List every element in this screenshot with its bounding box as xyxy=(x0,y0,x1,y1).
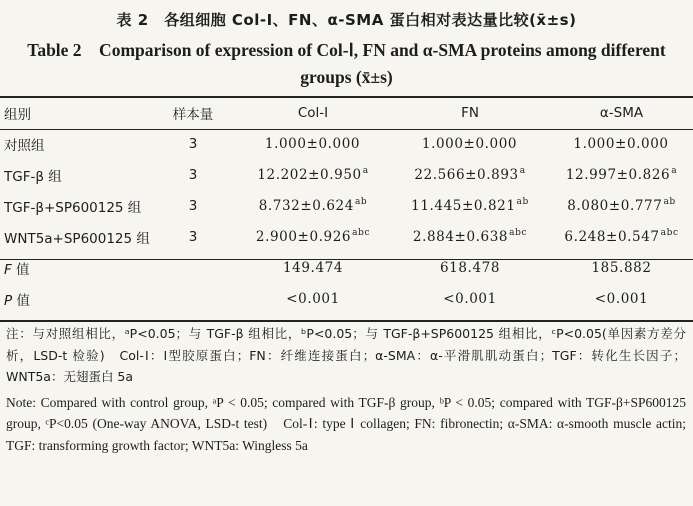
stat-label: P 值 xyxy=(4,292,30,309)
fn-stat: 618.478 xyxy=(439,259,501,276)
stat-row-f xyxy=(0,252,693,283)
table-row xyxy=(0,190,693,221)
stats-rule xyxy=(0,259,693,260)
fn-value: 2.884±0.638$^{abc}$ xyxy=(412,227,528,245)
header-rule xyxy=(0,129,693,130)
fn-value: 22.566±0.893$^a$ xyxy=(414,165,526,183)
group-name: WNT5a+SP600125 组 xyxy=(4,230,150,247)
header-group: 组别 xyxy=(4,106,31,123)
sma-value: 1.000±0.000 xyxy=(573,135,669,152)
col1-value: 12.202±0.950$^a$ xyxy=(257,165,369,183)
col1-value: 2.900±0.926$^{abc}$ xyxy=(255,227,371,245)
group-name: TGF-β 组 xyxy=(4,168,62,185)
stat-row-p xyxy=(0,283,693,314)
note-english: Note: Compared with control group, ᵃP < 0.05; compared with TGF-β group, ᵇP < 0.05; compared with TGF-β+SP600125 group, ᶜP<0.05 (One-way ANOVA, LSD-t test) Col-Ⅰ: type Ⅰ collagen; FN: fibronectin; α-SMA: α-smooth muscle actin; TGF: transforming growth factor; WNT5a: Wingless 5a xyxy=(6,394,686,453)
note-chinese: 注：与对照组相比，ᵃP<0.05；与 TGF-β 组相比，ᵇP<0.05；与 TGF-β+SP600125 组相比，ᶜP<0.05(单因素方差分析，LSD-t 检验) Col-Ⅰ：Ⅰ型胶原蛋白；FN：纤维连接蛋白；α-SMA：α-平滑肌肌动蛋白；TGF：转化生长因子；WNT5a：无翅蛋白 5a xyxy=(6,326,686,384)
sma-stat: 185.882 xyxy=(591,259,652,276)
bottom-rule xyxy=(0,320,693,322)
header-col1: Col-Ⅰ xyxy=(297,104,329,121)
fn-stat: <0.001 xyxy=(443,290,497,307)
col1-stat: 149.474 xyxy=(282,259,344,276)
sma-value: 6.248±0.547$^{abc}$ xyxy=(564,227,679,245)
group-name: TGF-β+SP600125 组 xyxy=(4,199,142,216)
table-row xyxy=(0,221,693,252)
header-fn: FN xyxy=(461,104,479,121)
table-title-english: Table 2 Comparison of expression of Col-Ⅰ, FN and α-SMA proteins among different groups (x̄±s) xyxy=(27,40,666,87)
col1-stat: <0.001 xyxy=(286,290,340,307)
stat-label: F 值 xyxy=(4,261,30,278)
header-row xyxy=(0,97,693,128)
table-row xyxy=(0,159,693,190)
table-row xyxy=(0,128,693,159)
sma-value: 8.080±0.777$^{ab}$ xyxy=(567,196,676,214)
header-sample-size: 样本量 xyxy=(172,106,214,123)
header-sma: α-SMA xyxy=(599,104,644,121)
sample-size: 3 xyxy=(188,197,198,214)
group-name: 对照组 xyxy=(4,137,45,154)
fn-value: 1.000±0.000 xyxy=(421,135,518,152)
col1-value: 8.732±0.624$^{ab}$ xyxy=(258,196,368,214)
sample-size: 3 xyxy=(188,228,198,245)
sma-value: 12.997±0.826$^a$ xyxy=(565,165,678,183)
col1-value: 1.000±0.000 xyxy=(264,135,361,152)
sample-size: 3 xyxy=(188,166,198,183)
sma-stat: <0.001 xyxy=(594,290,649,307)
table-notes xyxy=(6,323,686,456)
fn-value: 11.445±0.821$^{ab}$ xyxy=(411,196,529,214)
sample-size: 3 xyxy=(188,135,198,152)
table-title-chinese: 表 2 各组细胞 Col-Ⅰ、FN、α-SMA 蛋白相对表达量比较(x̄±s) xyxy=(116,11,577,29)
